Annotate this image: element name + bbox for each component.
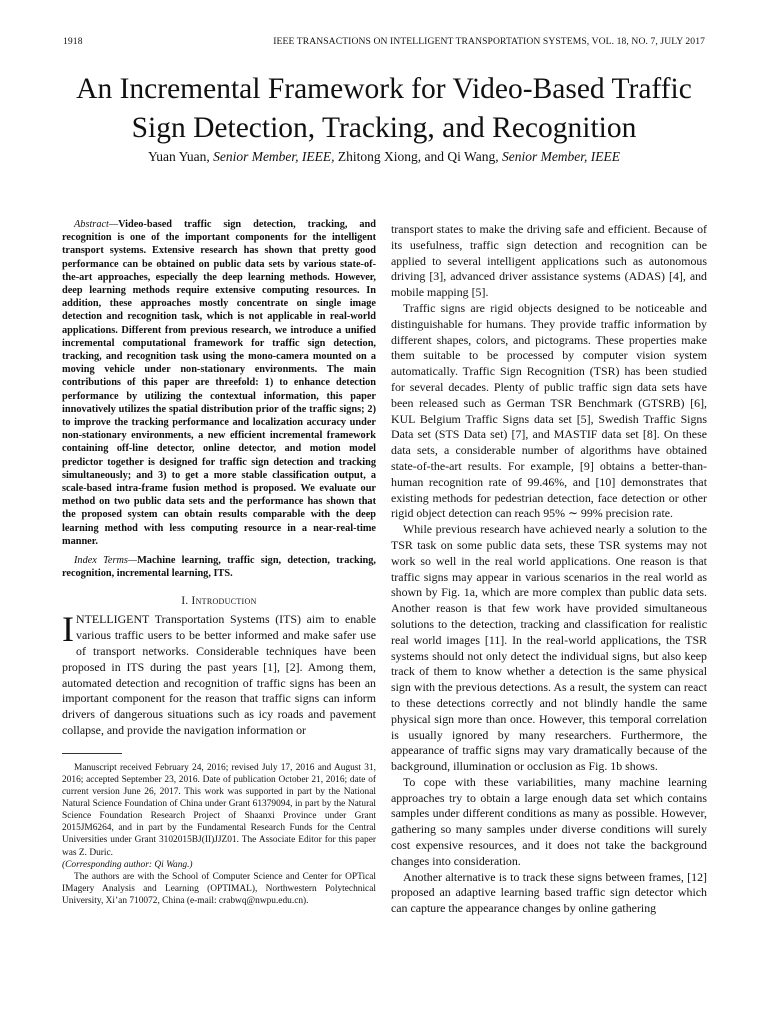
running-header — [63, 36, 705, 50]
author-1-role: Senior Member, IEEE, — [213, 149, 335, 164]
author-list — [40, 148, 728, 166]
index-terms-text: Machine learning, traffic sign, detection, tracking, recognition, incremental learning, ITS. — [62, 555, 376, 580]
page-number: 1918 — [63, 36, 83, 47]
drop-cap: I — [62, 609, 74, 650]
right-paragraph-2: Traffic signs are rigid objects designed to be noticeable and distinguishable for humans. They provide traffic information by different shapes, colors, and pictograms. These properties make them suitable to be processed by computer vision system automatically. Traffic Sign Recognition (TSR) has been studied for several decades. Plenty of public traffic sign data sets have been released such as German TSR Benchmark (GTSRB) [6], KUL Belgium Traffic Signs data set [5], Swedish Traffic Signs Data set (STS Data set) [7], and MASTIF data set [8]. On these data sets, a considerable number of algorithms have obtained state-of-the-art results. For example, [9] obtains a better-than-human recognition rate of 99.46%, and [10] demonstrates that existing methods for pedestrian detection, face detection or other rigid object detection can reach 95% ∼ 99% precision rate. — [391, 300, 707, 521]
right-paragraph-4: To cope with these variabilities, many machine learning approaches try to obtain a large enough data set which contains samples under different conditions as many as possible. However, gathering so many samples under diverse conditions will surely cost expensive resources, and it does not take the background changes into consideration. — [391, 774, 707, 868]
index-terms — [62, 554, 376, 580]
abstract-label: Abstract— — [74, 219, 119, 230]
abstract-text: Video-based traffic sign detection, tracking, and recognition is one of the important components for the intelligent transport systems. Extensive research has shown that pretty good performance can be obtained on public data sets by various state-of-the-art approaches, especially the deep learning methods. However, deep learning methods require extensive computing resources. In addition, these approaches mostly concentrate on single image detection and recognition task, which is not applicable in real-world applications. Different from previous research, we introduce a unified incremental computational framework for traffic sign detection, tracking, and recognition task using the mono-camera mounted on a moving vehicle under non-stationary environments. The main contributions of this paper are threefold: 1) to enhance detection performance by utilizing the contextual information, this paper innovatively utilizes the spatial distribution prior of the traffic signs; 2) to improve the tracking performance and localization accuracy under non-stationary environments, a new efficient incremental framework containing off-line detector, online detector, and motion model predictor together is designed for traffic sign detection and tracking simultaneously; and 3) to get a more stable classification output, a scale-based intra-frame fusion method is proposed. We evaluate our method on two public data sets and the performance has shown that the proposed system can obtain results comparable with the deep learning method with less computing resource in a near-real-time manner. — [62, 219, 376, 547]
author-2-3: Zhitong Xiong, and Qi Wang, — [337, 149, 499, 164]
lead-word: NTELLIGENT — [76, 612, 150, 627]
title-line-2: Sign Detection, Tracking, and Recognition — [131, 112, 637, 144]
footnote-manuscript — [62, 762, 376, 871]
title-line-1: An Incremental Framework for Video-Based Traffic — [76, 73, 692, 105]
abstract — [62, 218, 376, 548]
paper-title — [40, 70, 728, 148]
intro-text: Transportation Systems (ITS) aim to enable various traffic users to be better informed and make safer use of transport networks. Considerable techniques have been proposed in ITS during the past years [1], [2]. Among them, automated detection and recognition of traffic signs has been an important component for the reason that traffic signs can inform drivers of dangerous situations such as icy roads and pavement collapse, and provide the navigation information or — [62, 612, 376, 738]
footnote-rule — [62, 753, 122, 754]
right-paragraph-3: While previous research have achieved nearly a solution to the TSR task on some public data sets, these TSR systems may not work so well in the real world applications. One reason is that traffic signs may appear in various scenarios in the real world as shown by Fig. 1a, which are more complex than public data sets. Another reason is that few work have provided simultaneous solutions to the detection, tracking and classification for realistic real world images [11]. In the real-world applications, the TSR systems should not only detect the individual signs, but also keep track of them to know whether a detection is the same physical sign with the previous detections. As a result, the system can react to these detections correctly and not blindly handle the same physical sign more than once. However, this temporal correlation is usually ignored by many researchers. Furthermore, the appearance of traffic signs may vary dramatically because of the background, illumination or occlusion as Fig. 1b shows. — [391, 522, 707, 774]
left-column — [62, 218, 376, 907]
intro-paragraph — [62, 609, 376, 738]
footnote-manuscript-text: Manuscript received February 24, 2016; revised July 17, 2016 and August 31, 2016; accepted September 23, 2016. Date of publication October 21, 2016; date of current version June 26, 2017. This work was supported in part by the National Natural Science Foundation of China under Grant 61379094, in part by the Natural Science Foundation Research Project of Shaanxi Province under Grant 2015JM6264, and in part by the Fundamental Research Funds for the Central Universities under Grant 3102015BJ(II)JJZ01. The Associate Editor for this paper was Z. Duric. — [62, 762, 376, 858]
journal-name: IEEE TRANSACTIONS ON INTELLIGENT TRANSPORTATION SYSTEMS, VOL. 18, NO. 7, JULY 2017 — [273, 36, 705, 47]
footnote-affiliation: The authors are with the School of Computer Science and Center for OPTical IMagery Analysis and Learning (OPTIMAL), Northwestern Polytechnical University, Xi’an 710072, China (e-mail: crabwq@nwpu.edu.cn). — [62, 871, 376, 906]
corresponding-author: (Corresponding author: Qi Wang.) — [62, 859, 193, 870]
author-3-role: Senior Member, IEEE — [501, 149, 621, 164]
section-heading: I. Introduction — [181, 595, 257, 608]
right-column — [391, 222, 707, 917]
index-terms-label: Index Terms— — [74, 555, 138, 567]
right-paragraph-5: Another alternative is to track these signs between frames, [12] proposed an adaptive learning based traffic sign detector which can capture the appearance changes by online gathering — [391, 869, 707, 916]
author-1: Yuan Yuan, — [147, 149, 210, 164]
right-paragraph-1: transport states to make the driving safe and efficient. Because of its usefulness, traffic sign detection and recognition can be applied to several intelligent applications such as autonomous driving [3], advanced driver assistance systems (ADAS) [4], and mobile mapping [5]. — [391, 222, 707, 300]
